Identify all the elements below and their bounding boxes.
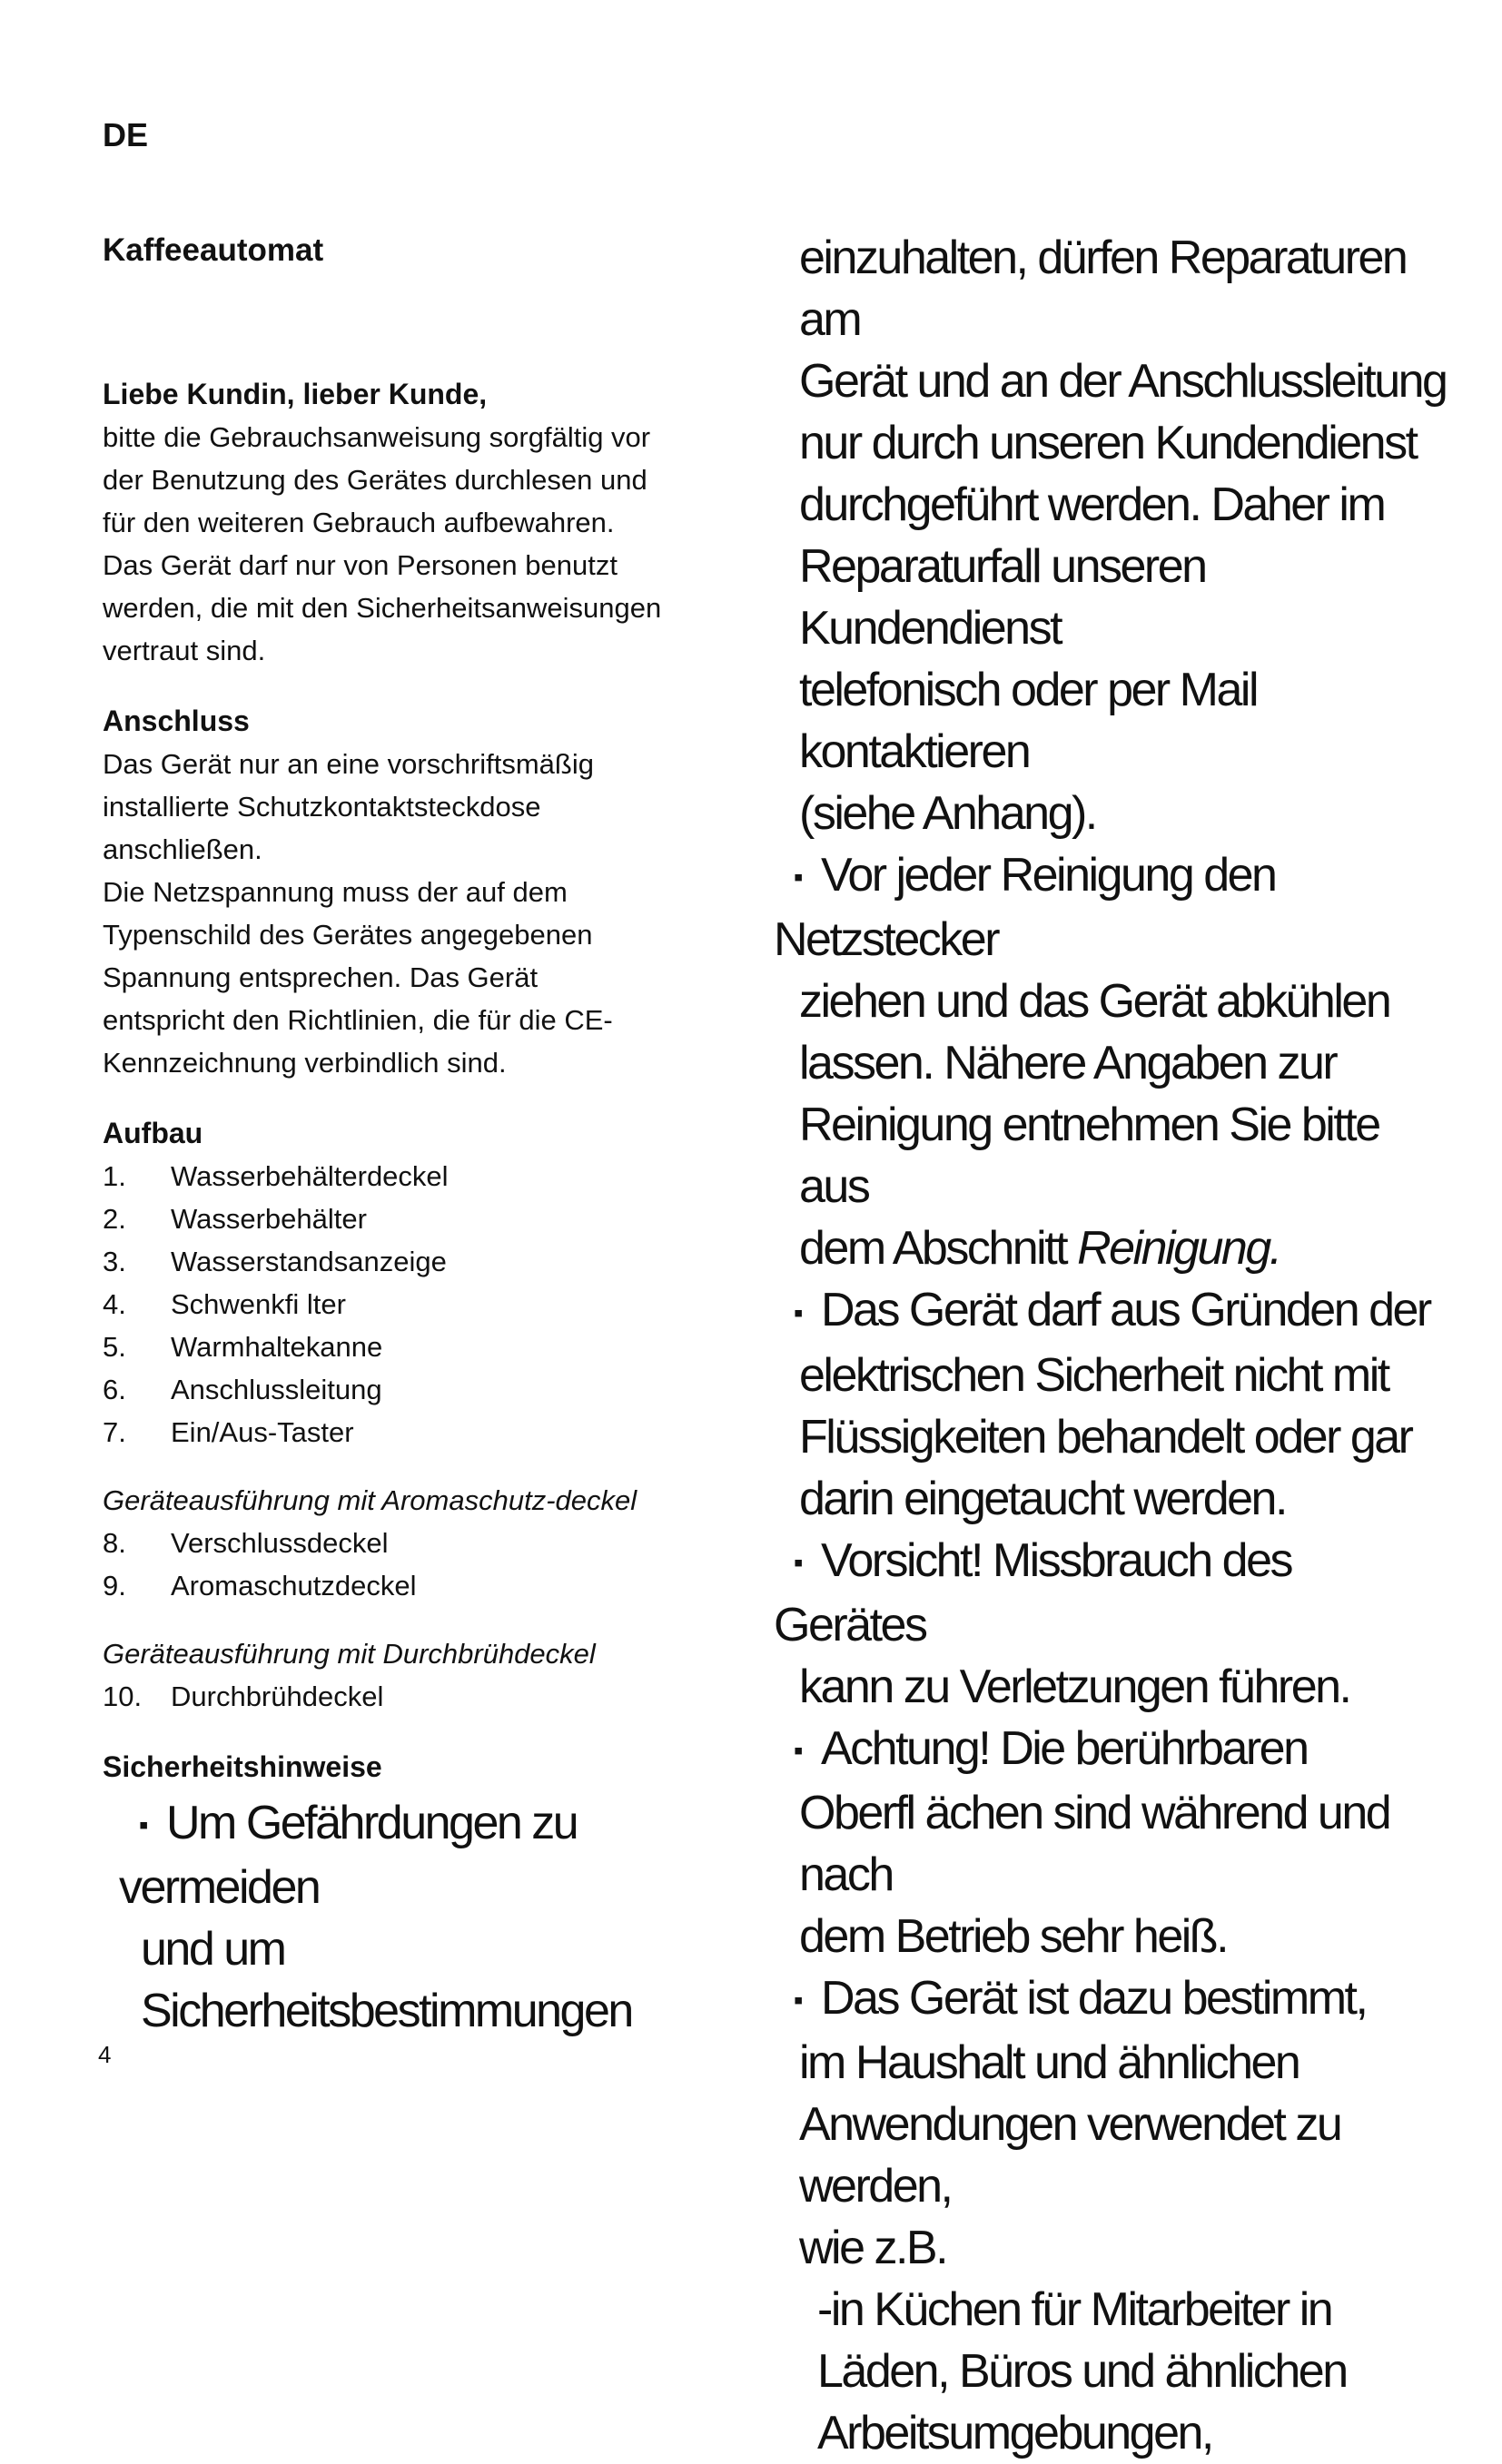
anschluss-line: Das Gerät nur an eine vorschriftsmäßig bbox=[103, 748, 594, 780]
parts-list bbox=[103, 1155, 756, 1454]
variant-durch-heading: Geräteausführung mit Durchbrühdeckel bbox=[103, 1638, 596, 1670]
item-number: 3. bbox=[103, 1246, 126, 1277]
item-number: 1. bbox=[103, 1160, 126, 1192]
safety-line: Achtung! Die berührbaren bbox=[821, 1721, 1308, 1775]
safety-line: Das Gerät ist dazu bestimmt, bbox=[821, 1972, 1367, 2025]
bullet-icon: ▪ bbox=[793, 1297, 802, 1328]
bullet-icon: ▪ bbox=[138, 1810, 147, 1841]
list-item bbox=[103, 1155, 756, 1198]
safety-line: (siehe Anhang). bbox=[799, 787, 1096, 840]
item-label: Aromaschutzdeckel bbox=[171, 1570, 417, 1602]
bullet-icon: ▪ bbox=[793, 1547, 802, 1578]
item-label: Warmhaltekanne bbox=[171, 1331, 383, 1363]
item-number: 6. bbox=[103, 1374, 126, 1405]
bullet-icon: ▪ bbox=[793, 1736, 802, 1767]
anschluss-line: Die Netzspannung muss der auf dem bbox=[103, 876, 568, 908]
list-item bbox=[103, 1522, 756, 1564]
safety-bullet bbox=[793, 1718, 1453, 1967]
safety-line: Vor jeder Reinigung den Netzstecker bbox=[774, 849, 1276, 967]
item-label: Wasserbehälter bbox=[171, 1203, 367, 1235]
item-label: Anschlussleitung bbox=[171, 1374, 382, 1405]
item-number: 9. bbox=[103, 1570, 126, 1602]
item-number: 8. bbox=[103, 1527, 126, 1559]
safety-line: Oberfl ächen sind während und nach bbox=[799, 1787, 1390, 1902]
intro-heading: Liebe Kundin, lieber Kunde, bbox=[103, 378, 488, 410]
sicherheit-section bbox=[103, 1745, 756, 2042]
list-item bbox=[103, 1564, 756, 1607]
safety-line: durchgeführt werden. Daher im bbox=[799, 478, 1385, 531]
variant-durch-list bbox=[103, 1675, 756, 1718]
sicherheit-heading: Sicherheitshinweise bbox=[103, 1750, 382, 1783]
safety-line: kann zu Verletzungen führen. bbox=[799, 1660, 1350, 1713]
safety-bullet bbox=[793, 1279, 1453, 1529]
safety-line: einzuhalten, dürfen Reparaturen am bbox=[799, 232, 1407, 346]
intro-section bbox=[103, 372, 756, 672]
variant-aroma-heading: Geräteausführung mit Aromaschutz-deckel bbox=[103, 1484, 637, 1516]
anschluss-heading: Anschluss bbox=[103, 705, 250, 737]
anschluss-line: Kennzeichnung verbindlich sind. bbox=[103, 1047, 507, 1079]
intro-line: bitte die Gebrauchsanweisung sorgfältig vor bbox=[103, 421, 651, 453]
safety-line: telefonisch oder per Mail kontaktieren bbox=[799, 664, 1258, 778]
aufbau-heading: Aufbau bbox=[103, 1117, 203, 1149]
bullet-icon: ▪ bbox=[793, 1986, 802, 2016]
item-label: Wasserstandsanzeige bbox=[171, 1246, 447, 1277]
list-item bbox=[103, 1411, 756, 1454]
item-number: 7. bbox=[103, 1416, 126, 1448]
intro-line: der Benutzung des Gerätes durchlesen und bbox=[103, 464, 647, 496]
item-label: Durchbrühdeckel bbox=[171, 1680, 384, 1712]
list-item bbox=[103, 1240, 756, 1283]
safety-line: und um Sicherheitsbestimmungen bbox=[141, 1923, 632, 2038]
safety-line: ziehen und das Gerät abkühlen bbox=[799, 975, 1390, 1029]
safety-line: Vorsicht! Missbrauch des Gerätes bbox=[774, 1533, 1292, 1651]
safety-line: elektrischen Sicherheit nicht mit bbox=[799, 1348, 1388, 1402]
safety-line: wie z.B. bbox=[799, 2222, 947, 2275]
safety-line: Anwendungen verwendet zu werden, bbox=[799, 2098, 1341, 2213]
safety-line: Flüssigkeiten behandelt oder gar bbox=[799, 1410, 1412, 1464]
item-number: 10. bbox=[103, 1680, 143, 1712]
anschluss-line: installierte Schutzkontaktsteckdose bbox=[103, 791, 541, 823]
item-label: Schwenkfi lter bbox=[171, 1288, 346, 1320]
section-reference: Reinigung. bbox=[1077, 1222, 1280, 1276]
page-title: Kaffeeautomat bbox=[103, 232, 324, 268]
anschluss-line: Typenschild des Gerätes angegebenen bbox=[103, 919, 593, 951]
safety-line: Um Gefährdungen zu vermeiden bbox=[119, 1797, 578, 1915]
safety-sub-line: Läden, Büros und ähnlichen bbox=[817, 2345, 1347, 2399]
safety-line: dem Betrieb sehr heiß. bbox=[799, 1910, 1228, 1964]
list-item bbox=[103, 1675, 756, 1718]
intro-line: werden, die mit den Sicherheitsanweisungen bbox=[103, 592, 662, 624]
intro-line: vertraut sind. bbox=[103, 635, 266, 666]
item-label: Wasserbehälterdeckel bbox=[171, 1160, 449, 1192]
item-label: Ein/Aus-Taster bbox=[171, 1416, 354, 1448]
safety-line: Gerät und an der Anschlussleitung bbox=[799, 355, 1447, 408]
left-column bbox=[103, 232, 756, 2042]
language-code: DE bbox=[103, 116, 149, 153]
safety-line bbox=[799, 1217, 1453, 1279]
item-number: 4. bbox=[103, 1288, 126, 1320]
safety-bullet bbox=[119, 1792, 756, 1918]
safety-text: dem Abschnitt bbox=[799, 1222, 1078, 1276]
intro-line: für den weiteren Gebrauch aufbewahren. bbox=[103, 507, 615, 538]
anschluss-line: entspricht den Richtlinien, die für die CE- bbox=[103, 1004, 613, 1036]
list-item bbox=[103, 1283, 756, 1326]
safety-line: Das Gerät darf aus Gründen der bbox=[821, 1284, 1430, 1337]
item-label: Verschlussdeckel bbox=[171, 1527, 389, 1559]
safety-cont bbox=[799, 227, 1453, 844]
right-column bbox=[774, 227, 1453, 2464]
anschluss-section bbox=[103, 699, 756, 1084]
anschluss-line: Spannung entsprechen. Das Gerät bbox=[103, 961, 539, 993]
item-number: 2. bbox=[103, 1203, 126, 1235]
safety-sub-line: Arbeitsumgebungen, bbox=[817, 2407, 1212, 2460]
aufbau-section bbox=[103, 1111, 756, 1718]
list-item bbox=[103, 1368, 756, 1411]
safety-line: darin eingetaucht werden. bbox=[799, 1472, 1286, 1525]
intro-line: Das Gerät darf nur von Personen benutzt bbox=[103, 549, 618, 581]
safety-sub-line: -in Küchen für Mitarbeiter in bbox=[817, 2283, 1332, 2337]
safety-bullet bbox=[774, 844, 1453, 1279]
safety-line: nur durch unseren Kundendienst bbox=[799, 417, 1417, 469]
safety-line: lassen. Nähere Angaben zur bbox=[799, 1037, 1337, 1090]
safety-line: im Haushalt und ähnlichen bbox=[799, 2036, 1299, 2090]
list-item bbox=[103, 1198, 756, 1240]
item-number: 5. bbox=[103, 1331, 126, 1363]
safety-bullet bbox=[774, 1530, 1453, 1718]
safety-line: Reparaturfall unseren Kundendienst bbox=[799, 540, 1206, 655]
list-item bbox=[103, 1326, 756, 1368]
anschluss-line: anschließen. bbox=[103, 833, 262, 865]
bullet-icon: ▪ bbox=[793, 862, 802, 893]
page-number: 4 bbox=[98, 2041, 112, 2068]
safety-bullet bbox=[793, 1967, 1453, 2464]
safety-line: Reinigung entnehmen Sie bitte aus bbox=[799, 1099, 1379, 1214]
variant-aroma-list bbox=[103, 1522, 756, 1607]
